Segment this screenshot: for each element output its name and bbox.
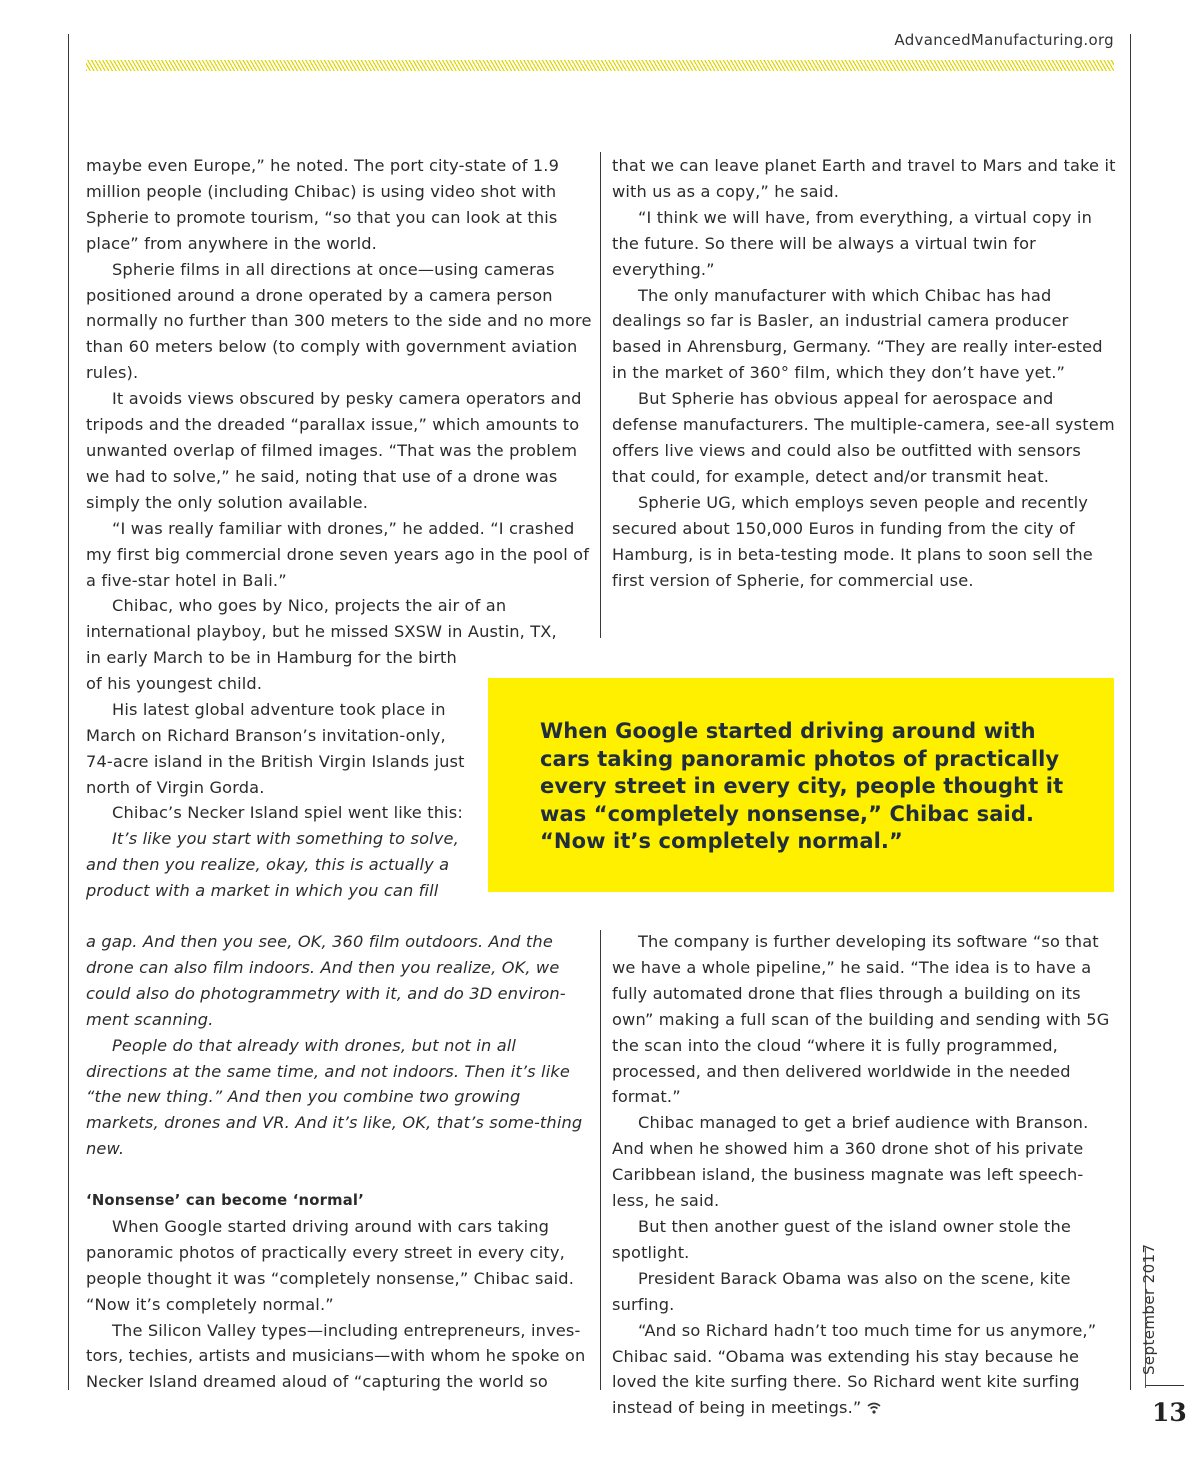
paragraph: that we can leave planet Earth and travel to Mars and take it with us as a copy,” he said. [612,156,1116,201]
end-mark-icon [867,1402,881,1414]
site-name: AdvancedManufacturing.org [894,31,1114,49]
issue-date: September 2017 [1140,1243,1158,1375]
paragraph: in early March to be in Hamburg for the birth of his youngest child. [86,648,457,693]
left-column-wrap [86,645,466,904]
header-stripe [86,60,1114,71]
paragraph: But Spherie has obvious appeal for aerospace and defense manufacturers. The multiple-camera, see-all system offers live views and could also be outfitted with sensors that could, for example, detect and/or transmit heat. [612,389,1115,486]
paragraph: President Barack Obama was also on the scene, kite surfing. [612,1268,1071,1314]
paragraph: maybe even Europe,” he noted. The port city-state of 1.9 million people (including Chibac) is using video shot with Spherie to promote tourism, “so that you can look at this place” from anywhere in the world. [86,156,560,253]
page-number: 13 [1152,1398,1187,1427]
pull-quote: When Google started driving around with cars taking panoramic photos of practically every street in every city, people thought it was “completely nonsense,” Chibac said. “Now it’s completely normal.” [540,719,1064,853]
quote-paragraph: a gap. And then you see, OK, 360 film outdoors. And the drone can also film indoors. And then you realize, OK, we could also do photogrammetry with it, and do 3D environ-ment scanning. [86,932,566,1029]
paragraph: Chibac’s Necker Island spiel went like this: [112,803,463,823]
column-rule-bottom [600,930,601,1390]
right-column-top [612,153,1116,593]
paragraph-last [612,1318,1116,1422]
paragraph: Chibac managed to get a brief audience with Branson. And when he showed him a 360 drone shot of his private Caribbean island, the business magnate was left speech-less, he said. [612,1113,1089,1211]
paragraph: The only manufacturer with which Chibac has had dealings so far is Basler, an industrial camera producer based in Ahrensburg, Germany. “They are really inter-ested in the market of 360° film, which they don’t have yet.” [612,285,1103,383]
paragraph: The company is further developing its software “so that we have a whole pipeline,” he said. “The idea is to have a fully automated drone that flies through a building on its own” making a full scan of the building and sending with 5G the scan into the cloud “where it is fully programmed, processed, and then delivered worldwide in the needed format.” [612,932,1110,1107]
left-column-top [86,153,592,645]
right-column-bottom [612,929,1116,1421]
paragraph: The Silicon Valley types—including entrepreneurs, inves-tors, techies, artists and musicians—with whom he spoke on Necker Island dreamed aloud of “capturing the world so [86,1320,586,1392]
left-margin-rule [68,34,69,1390]
right-margin-rule [1130,34,1131,1390]
paragraph: When Google started driving around with cars taking panoramic photos of practically every street in every city, people thought it was “completely nonsense,” Chibac said. “Now it’s completely normal.” [86,1216,575,1314]
paragraph-text: “And so Richard hadn’t too much time for us anymore,” Chibac said. “Obama was extending his stay because he loved the kite surfing there. So Richard went kite surfing instead of being in meetings.” [612,1320,1097,1418]
paragraph: “I think we will have, from everything, a virtual copy in the future. So there will be always a virtual twin for everything.” [612,207,1092,279]
subheading: ‘Nonsense’ can become ‘normal’ [86,1192,365,1210]
paragraph: Spherie UG, which employs seven people and recently secured about 150,000 Euros in funding from the city of Hamburg, is in beta-testing mode. It plans to soon sell the first version of Spherie, for commercial use. [612,492,1093,590]
date-rule [1146,1385,1184,1386]
paragraph: Spherie films in all directions at once—using cameras positioned around a drone operated by a camera person normally no further than 300 meters to the side and no more than 60 meters below (to comply with government aviation rules). [86,259,592,383]
pull-quote-box [488,678,1114,892]
paragraph: It avoids views obscured by pesky camera operators and tripods and the dreaded “parallax issue,” which amounts to unwanted overlap of filmed images. “That was the problem we had to solve,” he said, noting that use of a drone was simply the only solution available. [86,389,582,512]
paragraph: Chibac, who goes by Nico, projects the air of an international playboy, but he missed SXSW in Austin, TX, [86,596,557,642]
quote-paragraph: It’s like you start with something to solve, and then you realize, okay, this is actually a product with a market in which you can fill [86,829,459,901]
column-rule-top [600,152,601,638]
quote-paragraph: People do that already with drones, but not in all directions at the same time, and not indoors. Then it’s like “the new thing.” And then you combine two growing markets, drones and VR. And it’s like, OK, that’s some-thing new. [86,1035,583,1159]
paragraph: His latest global adventure took place in March on Richard Branson’s invitation-only, 74-acre island in the British Virgin Islands just north of Virgin Gorda. [86,699,465,797]
left-column-bottom [86,929,592,1395]
paragraph: But then another guest of the island owner stole the spotlight. [612,1216,1071,1262]
paragraph: “I was really familiar with drones,” he added. “I crashed my first big commercial drone seven years ago in the pool of a five-star hotel in Bali.” [86,518,590,590]
